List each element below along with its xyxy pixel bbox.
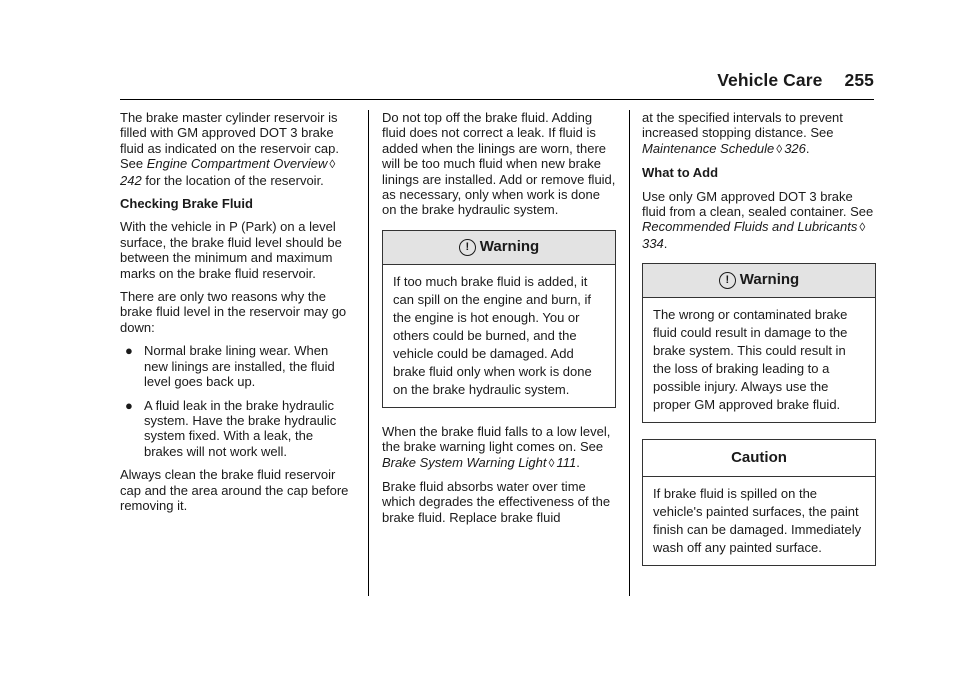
paragraph-text: for the location of the reservoir. <box>141 172 324 188</box>
caution-body: If brake fluid is spilled on the vehicle's painted surfaces, the paint finish can be damaged. Immediately wash off any painted surface. <box>653 485 862 555</box>
warning-body: The wrong or contaminated brake fluid could result in damage to the brake system. This could result in the loss of braking leading to a possible injury. Always use the proper GM approved brake fluid. <box>653 307 848 413</box>
xref-link-engine-compartment[interactable]: Engine Compartment Overview <box>146 156 328 172</box>
warning-header <box>643 264 875 298</box>
list-item-text: Normal brake lining wear. When new linings are installed, the fluid level goes back up. <box>144 343 335 390</box>
paragraph-text: The brake master cylinder reservoir is filled with GM approved DOT 3 brake fluid as indicated on the reservoir cap. See <box>120 110 339 172</box>
paragraph: Do not top off the brake fluid. Adding fluid does not correct a leak. If fluid is added when the linings are worn, there will be too much fluid when new brake linings are installed. Add or remove fluid, as necessary, only when work is done on the brake hydraulic system. <box>382 110 616 218</box>
column-divider <box>629 110 630 596</box>
paragraph-text: at the specified intervals to prevent increased stopping distance. See <box>642 110 843 141</box>
caution-box <box>642 439 876 565</box>
paragraph-text: Use only GM approved DOT 3 brake fluid from a clean, sealed container. See <box>642 188 874 220</box>
xref-page[interactable]: 111 <box>556 454 577 470</box>
xref-link-recommended-fluids[interactable]: Recommended Fluids and Lubricants <box>642 219 858 235</box>
warning-box <box>382 230 616 408</box>
column-3 <box>642 110 876 582</box>
xref-page[interactable]: 334 <box>642 235 664 251</box>
page-ref-icon: ◊ <box>859 220 866 235</box>
column-2 <box>382 110 616 533</box>
paragraph <box>382 424 616 471</box>
subheading-checking: Checking Brake Fluid <box>120 196 253 212</box>
paragraph: Brake fluid absorbs water over time which degrades the effectiveness of the brake fluid. Replace brake fluid <box>382 479 611 525</box>
page-ref-icon: ◊ <box>548 455 555 470</box>
warning-title: Warning <box>739 271 800 289</box>
bullet-list <box>120 343 355 459</box>
page-ref-icon: ◊ <box>776 141 783 156</box>
paragraph <box>642 110 876 157</box>
list-item <box>120 398 355 460</box>
paragraph <box>642 189 876 252</box>
paragraph: Always clean the brake fluid reservoir cap and the area around the cap before removing it. <box>120 467 349 513</box>
warning-icon: ! <box>459 239 476 256</box>
xref-page[interactable]: 242 <box>120 172 142 188</box>
paragraph-text: . <box>663 235 668 251</box>
page-header <box>717 70 874 90</box>
xref-page[interactable]: 326 <box>784 140 806 156</box>
bullet-icon: ● <box>125 343 133 359</box>
page-ref-icon: ◊ <box>329 157 336 172</box>
paragraph: With the vehicle in P (Park) on a level surface, the brake fluid level should be between the minimum and maximum marks on the brake fluid reservoir. <box>120 219 342 281</box>
xref-link-brake-warning-light[interactable]: Brake System Warning Light <box>382 454 547 470</box>
caution-header: Caution <box>643 440 875 476</box>
list-item-text: A fluid leak in the brake hydraulic system. Have the brake hydraulic system fixed. With a leak, the brakes will not work well. <box>144 397 337 459</box>
list-item <box>120 343 355 389</box>
paragraph-text: . <box>805 140 810 156</box>
bullet-icon: ● <box>125 397 133 413</box>
xref-link-maintenance-schedule[interactable]: Maintenance Schedule <box>642 140 775 156</box>
header-rule <box>120 99 874 100</box>
warning-title: Warning <box>479 237 540 255</box>
paragraph-text: . <box>576 454 580 470</box>
paragraph <box>120 110 355 188</box>
section-title: Vehicle Care <box>717 70 823 90</box>
column-divider <box>368 110 369 596</box>
column-1 <box>120 110 355 521</box>
paragraph-text: When the brake fluid falls to a low level, the brake warning light comes on. See <box>382 423 611 455</box>
paragraph: There are only two reasons why the brake fluid level in the reservoir may go down: <box>120 289 347 335</box>
page-number: 255 <box>844 70 874 90</box>
warning-icon: ! <box>719 272 736 289</box>
warning-box <box>642 263 876 423</box>
subheading-what-to-add: What to Add <box>642 165 719 181</box>
warning-header <box>383 231 615 265</box>
warning-body: If too much brake fluid is added, it can spill on the engine and burn, if the engine is hot enough. You or others could be burned, and the vehicle could be damaged. Add brake fluid only when work is done on the brake hydraulic system. <box>393 273 592 397</box>
